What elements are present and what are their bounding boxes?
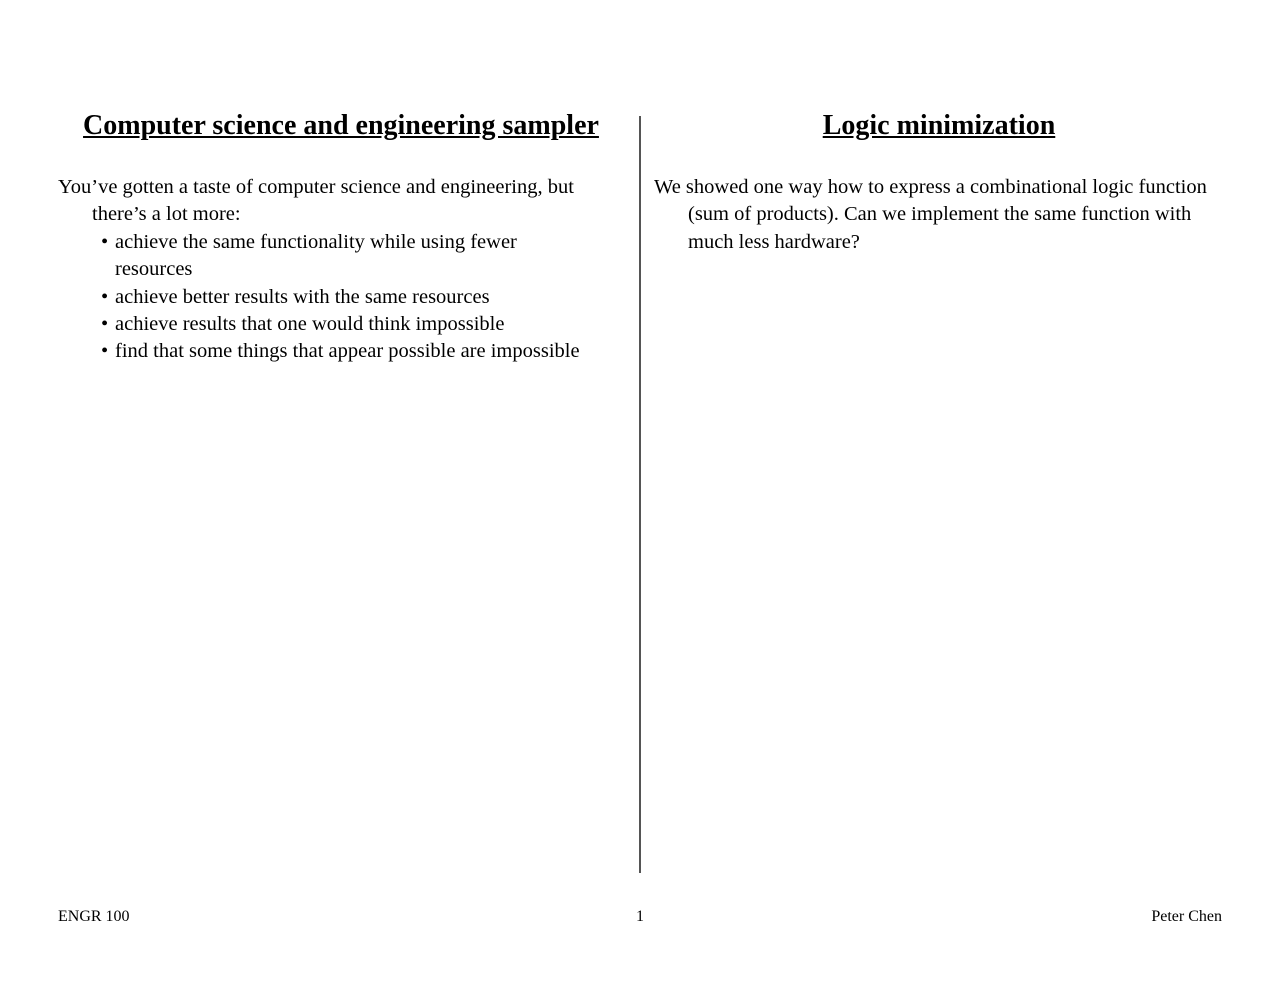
list-item [92, 284, 624, 311]
footer-course: ENGR 100 [58, 908, 130, 925]
right-column [654, 108, 1224, 256]
list-item [92, 338, 624, 365]
bullet-icon: • [101, 285, 109, 308]
column-divider [639, 116, 641, 873]
footer-page-number: 1 [636, 908, 644, 925]
footer-author: Peter Chen [1151, 908, 1222, 925]
bullet-text: achieve better results with the same resources [115, 285, 490, 308]
left-intro-text: You’ve gotten a taste of computer science and engineering, but there’s a lot more: [58, 176, 574, 226]
bullet-text: achieve the same functionality while using fewer resources [115, 230, 517, 281]
right-heading: Logic minimization [822, 110, 1056, 141]
bullet-text: find that some things that appear possible are impossible [115, 340, 580, 363]
list-item [92, 311, 624, 338]
bullet-text: achieve results that one would think impossible [115, 313, 505, 336]
bullet-icon: • [101, 340, 109, 363]
right-paragraph: We showed one way how to express a combinational logic function (sum of products). Can we implement the same function with much less hardware? [654, 176, 1207, 253]
left-column [58, 108, 624, 366]
left-heading: Computer science and engineering sampler [83, 110, 599, 141]
bullet-icon: • [101, 313, 109, 336]
left-bullet-list [58, 229, 624, 366]
list-item [92, 229, 624, 284]
bullet-icon: • [101, 230, 109, 253]
